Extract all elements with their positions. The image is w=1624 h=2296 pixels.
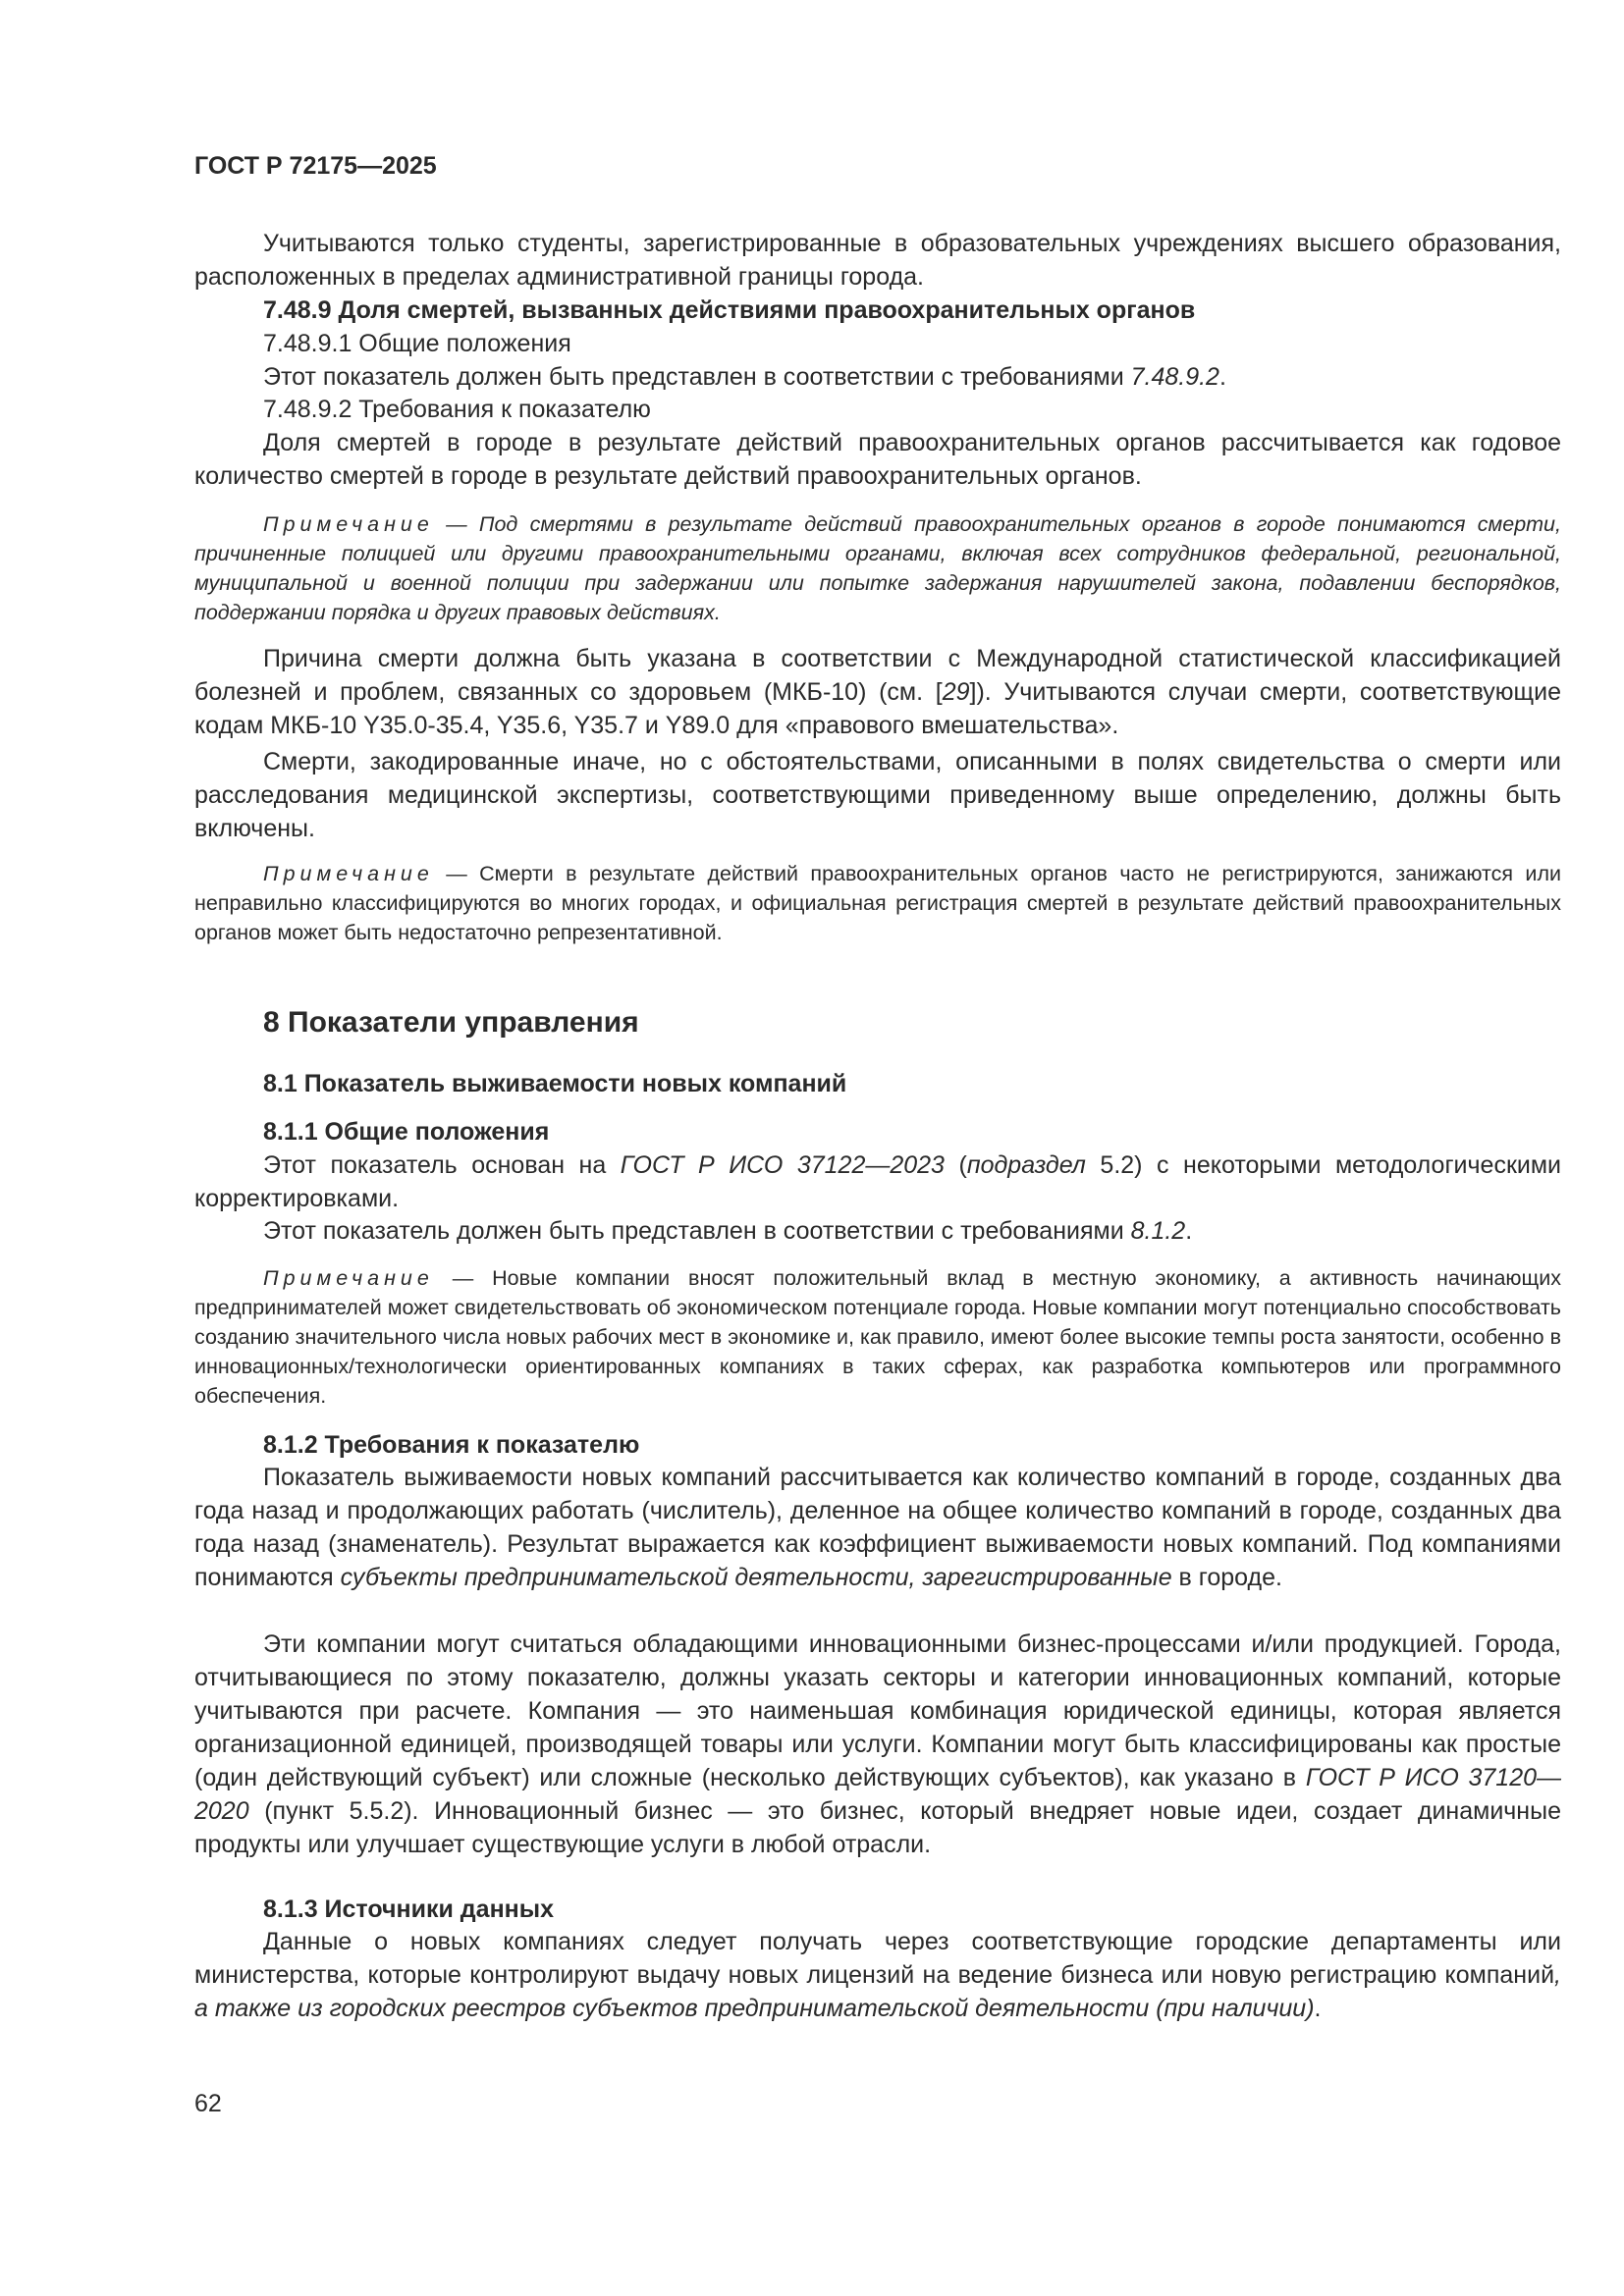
text-segment: 8.1.1 Общие положения xyxy=(263,1118,550,1146)
text-segment: 7.48.9.1 Общие положения xyxy=(263,330,571,357)
text-segment: Эти компании могут считаться обладающими инновационными бизнес-процессами и/или продукцией. Города, отчитывающиеся по этому показателю, должны указать секторы и категории инновационных компаний, которые учитываются при расчете. Компания — это наименьшая комбинация юридической единицы, которая является организационной единицей, производящей товары или услуги. Компании могут быть классифицированы как простые (один действующий субъект) или сложные (несколько действующих субъектов), как указано в xyxy=(194,1630,1561,1791)
text-segment: Показатель выживаемости новых компаний рассчитывается как количество компаний в городе, созданных два года назад и продолжающих работать (числитель), деленное на общее количество компаний в городе, созданных два года назад (знаменатель). Результат выражается как коэффициент выживаемости новых компаний. Под компаниями понимаются xyxy=(194,1464,1561,1591)
text-segment: 8.1.2 Требования к показателю xyxy=(263,1431,640,1459)
text-segment: 5.2) с некоторыми методологическими корректировками. xyxy=(194,1151,1562,1212)
text-segment: ГОСТ Р ИСО 37120—2020 xyxy=(194,1764,1562,1825)
paragraph xyxy=(194,426,1561,493)
paragraph xyxy=(194,745,1561,845)
paragraph xyxy=(194,1925,1561,2025)
text-segment: — Новые компании вносят положительный вклад в местную экономику, а активность начинающих предпринимателей может свидетельствовать об экономическом потенциале города. Новые компании могут потенциально способствовать созданию значительного числа новых рабочих мест в экономике и, как правило, имеют более высокие темпы роста занятости, особенно в инновационных/технологически ориентированных компаниях в таких сферах, как разработка компьютеров или программного обеспечения. xyxy=(194,1266,1561,1408)
subsection-heading-8-1-1 xyxy=(194,1115,1561,1148)
text-segment: 8 Показатели управления xyxy=(263,1006,639,1039)
text-segment: 8.1 Показатель выживаемости новых компаний xyxy=(263,1070,847,1097)
note-label: Примечание xyxy=(263,512,434,536)
note xyxy=(194,859,1561,947)
text-segment: 7.48.9 Доля смертей, вызванных действиями правоохранительных органов xyxy=(263,296,1196,324)
paragraph xyxy=(194,1214,1561,1248)
text-segment: в городе. xyxy=(1171,1564,1282,1591)
text-segment: субъекты предпринимательской деятельности, зарегистрированные xyxy=(340,1564,1172,1591)
subsection-heading-8-1-3 xyxy=(194,1893,1561,1926)
text-segment: Данные о новых компаниях следует получать через соответствующие городские департаменты или министерства, которые контролируют выдачу новых лицензий на ведение бизнеса или новую регистрацию компаний xyxy=(194,1928,1561,1989)
text-segment: . xyxy=(1314,1995,1322,2022)
text-segment: — Под смертями в результате действий правоохранительных органов в городе понимаются смерти, причиненные полицией или другими правоохранительными органами, включая всех сотрудников федеральной, региональной, муниципальной и военной полиции при задержании или попытке задержания нарушителей закона, подавлении беспорядков, поддержании порядка и других правовых действиях. xyxy=(194,512,1561,624)
text-segment: Этот показатель основан на xyxy=(263,1151,621,1179)
note xyxy=(194,509,1561,627)
chapter-heading-8 xyxy=(194,1003,1561,1042)
note-label: Примечание xyxy=(263,862,434,885)
subsection-heading-7-48-9-2 xyxy=(194,393,1561,426)
text-segment: ]). Учитываются случаи смерти, соответствующие кодам МКБ-10 Y35.0-35.4, Y35.6, Y35.7 и Y89.0 для «правового вмешательства». xyxy=(194,678,1561,739)
text-segment: , а также из городских реестров субъектов предпринимательской деятельности (при наличии) xyxy=(194,1961,1561,2022)
text-segment: ГОСТ Р ИСО 37122—2023 xyxy=(620,1151,945,1179)
text-segment: Учитываются только студенты, зарегистрированные в образовательных учреждениях высшего образования, расположенных в пределах административной границы города. xyxy=(194,230,1561,291)
text-segment: Доля смертей в городе в результате действий правоохранительных органов рассчитывается как годовое количество смертей в городе в результате действий правоохранительных органов. xyxy=(194,429,1561,490)
note-label: Примечание xyxy=(263,1266,434,1290)
text-segment: Смерти, закодированные иначе, но с обстоятельствами, описанными в полях свидетельства о смерти или расследования медицинской экспертизы, соответствующими приведенному выше определению, должны быть включены. xyxy=(194,748,1561,842)
paragraph xyxy=(194,642,1561,742)
subsection-heading-8-1-2 xyxy=(194,1428,1561,1462)
text-segment: . xyxy=(1185,1217,1193,1245)
subsection-heading-7-48-9-1 xyxy=(194,327,1561,360)
text-segment: (пункт 5.5.2). Инновационный бизнес — это бизнес, который внедряет новые идеи, создает динамичные продукты или улучшает существующие услуги в любой отрасли. xyxy=(194,1797,1561,1858)
section-heading-8-1 xyxy=(194,1067,1561,1100)
paragraph xyxy=(194,1628,1561,1861)
paragraph xyxy=(194,1461,1561,1594)
text-segment: 8.1.3 Источники данных xyxy=(263,1896,555,1923)
text-segment: . xyxy=(1218,363,1226,391)
text-segment: Этот показатель должен быть представлен в соответствии с требованиями xyxy=(263,363,1131,391)
text-segment: Этот показатель должен быть представлен в соответствии с требованиями xyxy=(263,1217,1131,1245)
page-number: 62 xyxy=(194,2090,222,2117)
paragraph xyxy=(194,1148,1561,1215)
text-segment: 29 xyxy=(942,678,970,706)
text-segment: подраздел xyxy=(966,1151,1086,1179)
text-segment: 7.48.9.2 xyxy=(1130,363,1219,391)
paragraph xyxy=(194,227,1561,294)
text-segment: ( xyxy=(944,1151,967,1179)
text-segment: 8.1.2 xyxy=(1130,1217,1186,1245)
section-heading-7-48-9 xyxy=(194,294,1561,327)
note xyxy=(194,1263,1561,1411)
text-segment: Причина смерти должна быть указана в соответствии с Международной статистической классификацией болезней и проблем, связанных со здоровьем (МКБ-10) (см. [ xyxy=(194,645,1561,706)
document-header: ГОСТ Р 72175—2025 xyxy=(194,152,437,180)
text-segment: 7.48.9.2 Требования к показателю xyxy=(263,396,651,423)
text-segment: — Смерти в результате действий правоохранительных органов часто не регистрируются, занижаются или неправильно классифицируются во многих городах, и официальная регистрация смертей в результате действий правоохранительных органов может быть недостаточно репрезентативной. xyxy=(194,862,1561,944)
paragraph xyxy=(194,360,1561,394)
